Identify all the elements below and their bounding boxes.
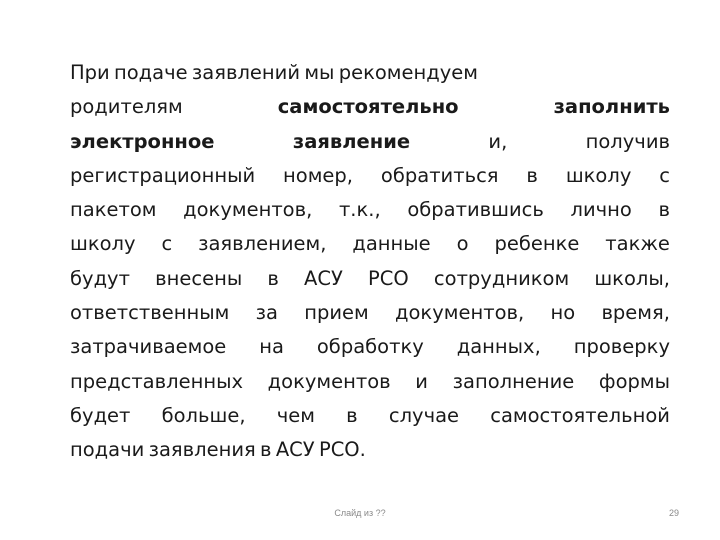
- word: проверку: [573, 335, 670, 359]
- word: в: [526, 163, 538, 187]
- word: документов,: [395, 301, 525, 325]
- word: формы: [598, 369, 670, 393]
- paragraph-line: [70, 433, 670, 467]
- paragraph-line: [70, 90, 670, 124]
- slide-counter-label: Слайд из ??: [334, 508, 386, 518]
- word: т.к.,: [338, 198, 381, 222]
- word: также: [605, 232, 670, 256]
- word: сотрудником: [433, 266, 570, 290]
- emphasized-word: заполнить: [553, 95, 670, 119]
- word: обратившись: [407, 198, 544, 222]
- word: но: [550, 301, 576, 325]
- word: будет: [70, 403, 131, 427]
- emphasized-word: электронное: [70, 129, 215, 153]
- word: в: [267, 266, 279, 290]
- word: РСО: [368, 266, 409, 290]
- paragraph-line: [70, 365, 670, 399]
- paragraph-line: [70, 399, 670, 433]
- word: заявления: [148, 438, 256, 462]
- word: обработку: [316, 335, 424, 359]
- word: будут: [70, 266, 130, 290]
- word: АСУ: [304, 266, 343, 290]
- word: данные: [352, 232, 431, 256]
- word: рекомендуем: [338, 61, 478, 84]
- word: в: [260, 438, 272, 462]
- slide-number: 29: [668, 508, 679, 518]
- word: затрачиваемое: [70, 335, 227, 359]
- word: школу: [70, 232, 136, 256]
- word: РСО.: [318, 438, 366, 462]
- word: внесены: [155, 266, 243, 290]
- word: и: [415, 369, 428, 393]
- emphasized-word: заявление: [292, 129, 411, 153]
- word: случае: [388, 403, 460, 427]
- word: за: [255, 301, 278, 325]
- paragraph-line: [70, 330, 670, 364]
- word: на: [259, 335, 284, 359]
- paragraph-line: [70, 193, 670, 227]
- word: получив: [585, 129, 670, 153]
- paragraph-line: [70, 296, 670, 330]
- word: время,: [601, 301, 670, 325]
- word: регистрационный: [70, 163, 256, 187]
- word: лично: [570, 198, 632, 222]
- word: в: [346, 403, 358, 427]
- word: пакетом: [70, 198, 157, 222]
- word: заявлений: [191, 61, 301, 84]
- word: прием: [304, 301, 369, 325]
- word: При: [70, 61, 110, 84]
- word: обратиться: [380, 163, 499, 187]
- word: заполнение: [452, 369, 575, 393]
- word: и,: [488, 129, 508, 153]
- word: больше,: [161, 403, 246, 427]
- paragraph-line: [70, 227, 670, 261]
- paragraph-line: [70, 56, 670, 90]
- word: самостоятельной: [490, 403, 670, 427]
- emphasized-word: самостоятельно: [277, 95, 459, 119]
- word: в: [658, 198, 670, 222]
- word: чем: [276, 403, 315, 427]
- word: мы: [304, 61, 335, 84]
- word: с: [161, 232, 173, 256]
- word: ответственным: [70, 301, 230, 325]
- word: документов,: [183, 198, 313, 222]
- word: ребенке: [494, 232, 580, 256]
- paragraph-line: [70, 262, 670, 296]
- slide-body-paragraph: [70, 56, 670, 468]
- word: подачи: [70, 438, 145, 462]
- word: с: [659, 163, 670, 187]
- word: школу: [565, 163, 632, 187]
- word: данных,: [456, 335, 541, 359]
- word: подаче: [114, 61, 188, 84]
- word: документов: [267, 369, 391, 393]
- paragraph-line: [70, 159, 670, 193]
- word: представленных: [70, 369, 244, 393]
- word: номер,: [283, 163, 354, 187]
- word: родителям: [70, 95, 183, 119]
- word: АСУ: [275, 438, 315, 462]
- word: школы,: [594, 266, 670, 290]
- word: заявлением,: [198, 232, 327, 256]
- word: о: [456, 232, 469, 256]
- paragraph-line: [70, 125, 670, 159]
